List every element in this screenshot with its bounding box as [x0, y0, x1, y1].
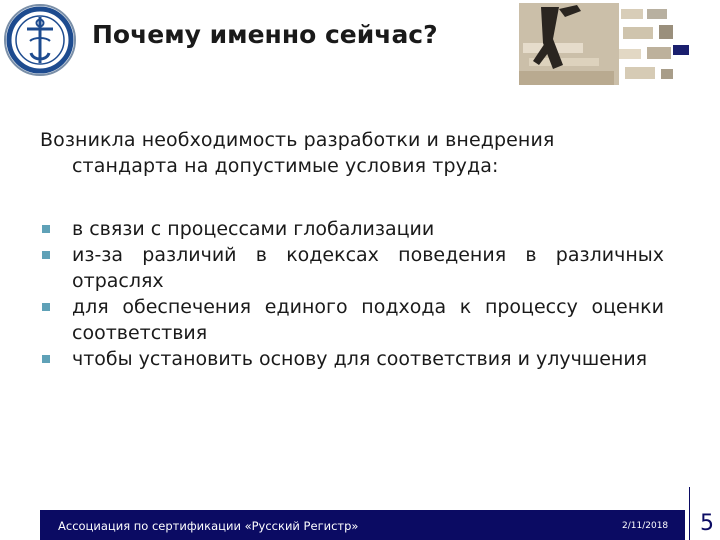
footer-divider	[689, 487, 690, 540]
slide-title: Почему именно сейчас?	[92, 20, 438, 49]
square-bullet-icon	[42, 303, 50, 311]
footer-date: 2/11/2018	[622, 521, 669, 531]
bullet-item	[40, 242, 664, 294]
bullet-text: для обеспечения единого подхода к процессу оценки соответствия	[72, 296, 664, 344]
bullet-item	[40, 216, 664, 242]
intro-line-1: Возникла необходимость разработки и внедрения	[40, 129, 555, 151]
bullet-text: из-за различий в кодексах поведения в различных отраслях	[72, 244, 664, 292]
emblem-logo-icon	[3, 3, 77, 77]
bullet-list	[40, 216, 664, 372]
bullet-text: чтобы установить основу для соответствия и улучшения	[72, 348, 648, 370]
square-bullet-icon	[42, 225, 50, 233]
intro-line-2: стандарта на допустимые условия труда:	[72, 155, 499, 177]
page-number: 5	[700, 511, 714, 536]
bullet-text: в связи с процессами глобализации	[72, 218, 435, 240]
square-bullet-icon	[42, 355, 50, 363]
intro-text	[40, 127, 680, 179]
bullet-item	[40, 346, 664, 372]
running-figure-banner-image	[519, 3, 690, 85]
footer-organization: Ассоциация по сертификации «Русский Регистр»	[58, 519, 359, 533]
bullet-item	[40, 294, 664, 346]
square-bullet-icon	[42, 251, 50, 259]
